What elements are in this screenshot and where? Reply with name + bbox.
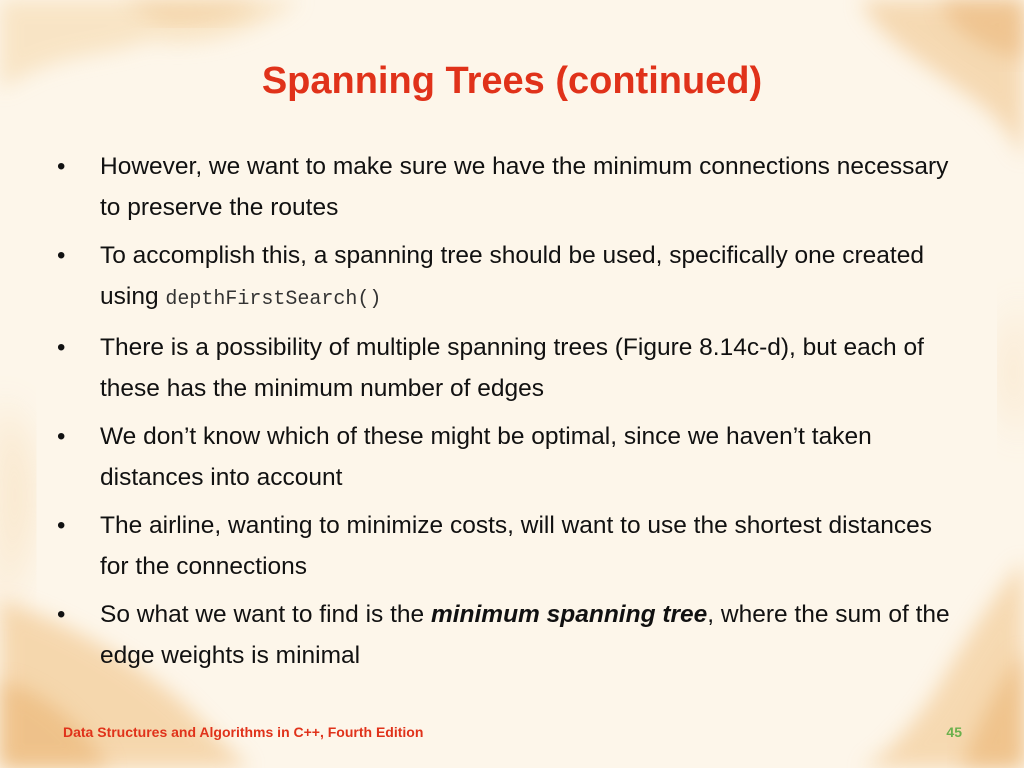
bullet-icon: • (57, 242, 66, 269)
bullet-item (57, 327, 957, 409)
bullet-text: The airline, wanting to minimize costs, will want to use the shortest distances for the connections (100, 512, 933, 580)
bullet-text: , where the sum of the edge weights is minimal (100, 601, 950, 669)
page-number: 45 (946, 724, 962, 740)
bullet-text: However, we want to make sure we have the minimum connections necessary to preserve the routes (100, 153, 949, 221)
bullet-item (57, 416, 957, 498)
bullet-list (57, 146, 957, 683)
bullet-text: There is a possibility of multiple spanning trees (Figure 8.14c-d), but each of these has the minimum number of edges (100, 334, 924, 402)
bullet-text: We don’t know which of these might be optimal, since we haven’t taken distances into account (100, 423, 872, 491)
bullet-text: To accomplish this, a spanning tree should be used, specifically one created using (100, 242, 924, 310)
bullet-text: So what we want to find is the (100, 601, 431, 628)
bullet-icon: • (57, 334, 66, 361)
bullet-icon: • (57, 512, 66, 539)
footer-book-title: Data Structures and Algorithms in C++, Fourth Edition (63, 724, 424, 740)
bullet-icon: • (57, 153, 66, 180)
code-snippet: depthFirstSearch() (165, 288, 382, 311)
slide-title: Spanning Trees (continued) (261, 60, 763, 102)
emphasized-term: minimum spanning tree (430, 601, 708, 628)
bullet-item (57, 505, 957, 587)
bullet-item (57, 594, 957, 676)
bullet-item (57, 146, 957, 228)
bullet-item (57, 235, 957, 320)
bullet-icon: • (57, 423, 66, 450)
bullet-icon: • (57, 601, 66, 628)
